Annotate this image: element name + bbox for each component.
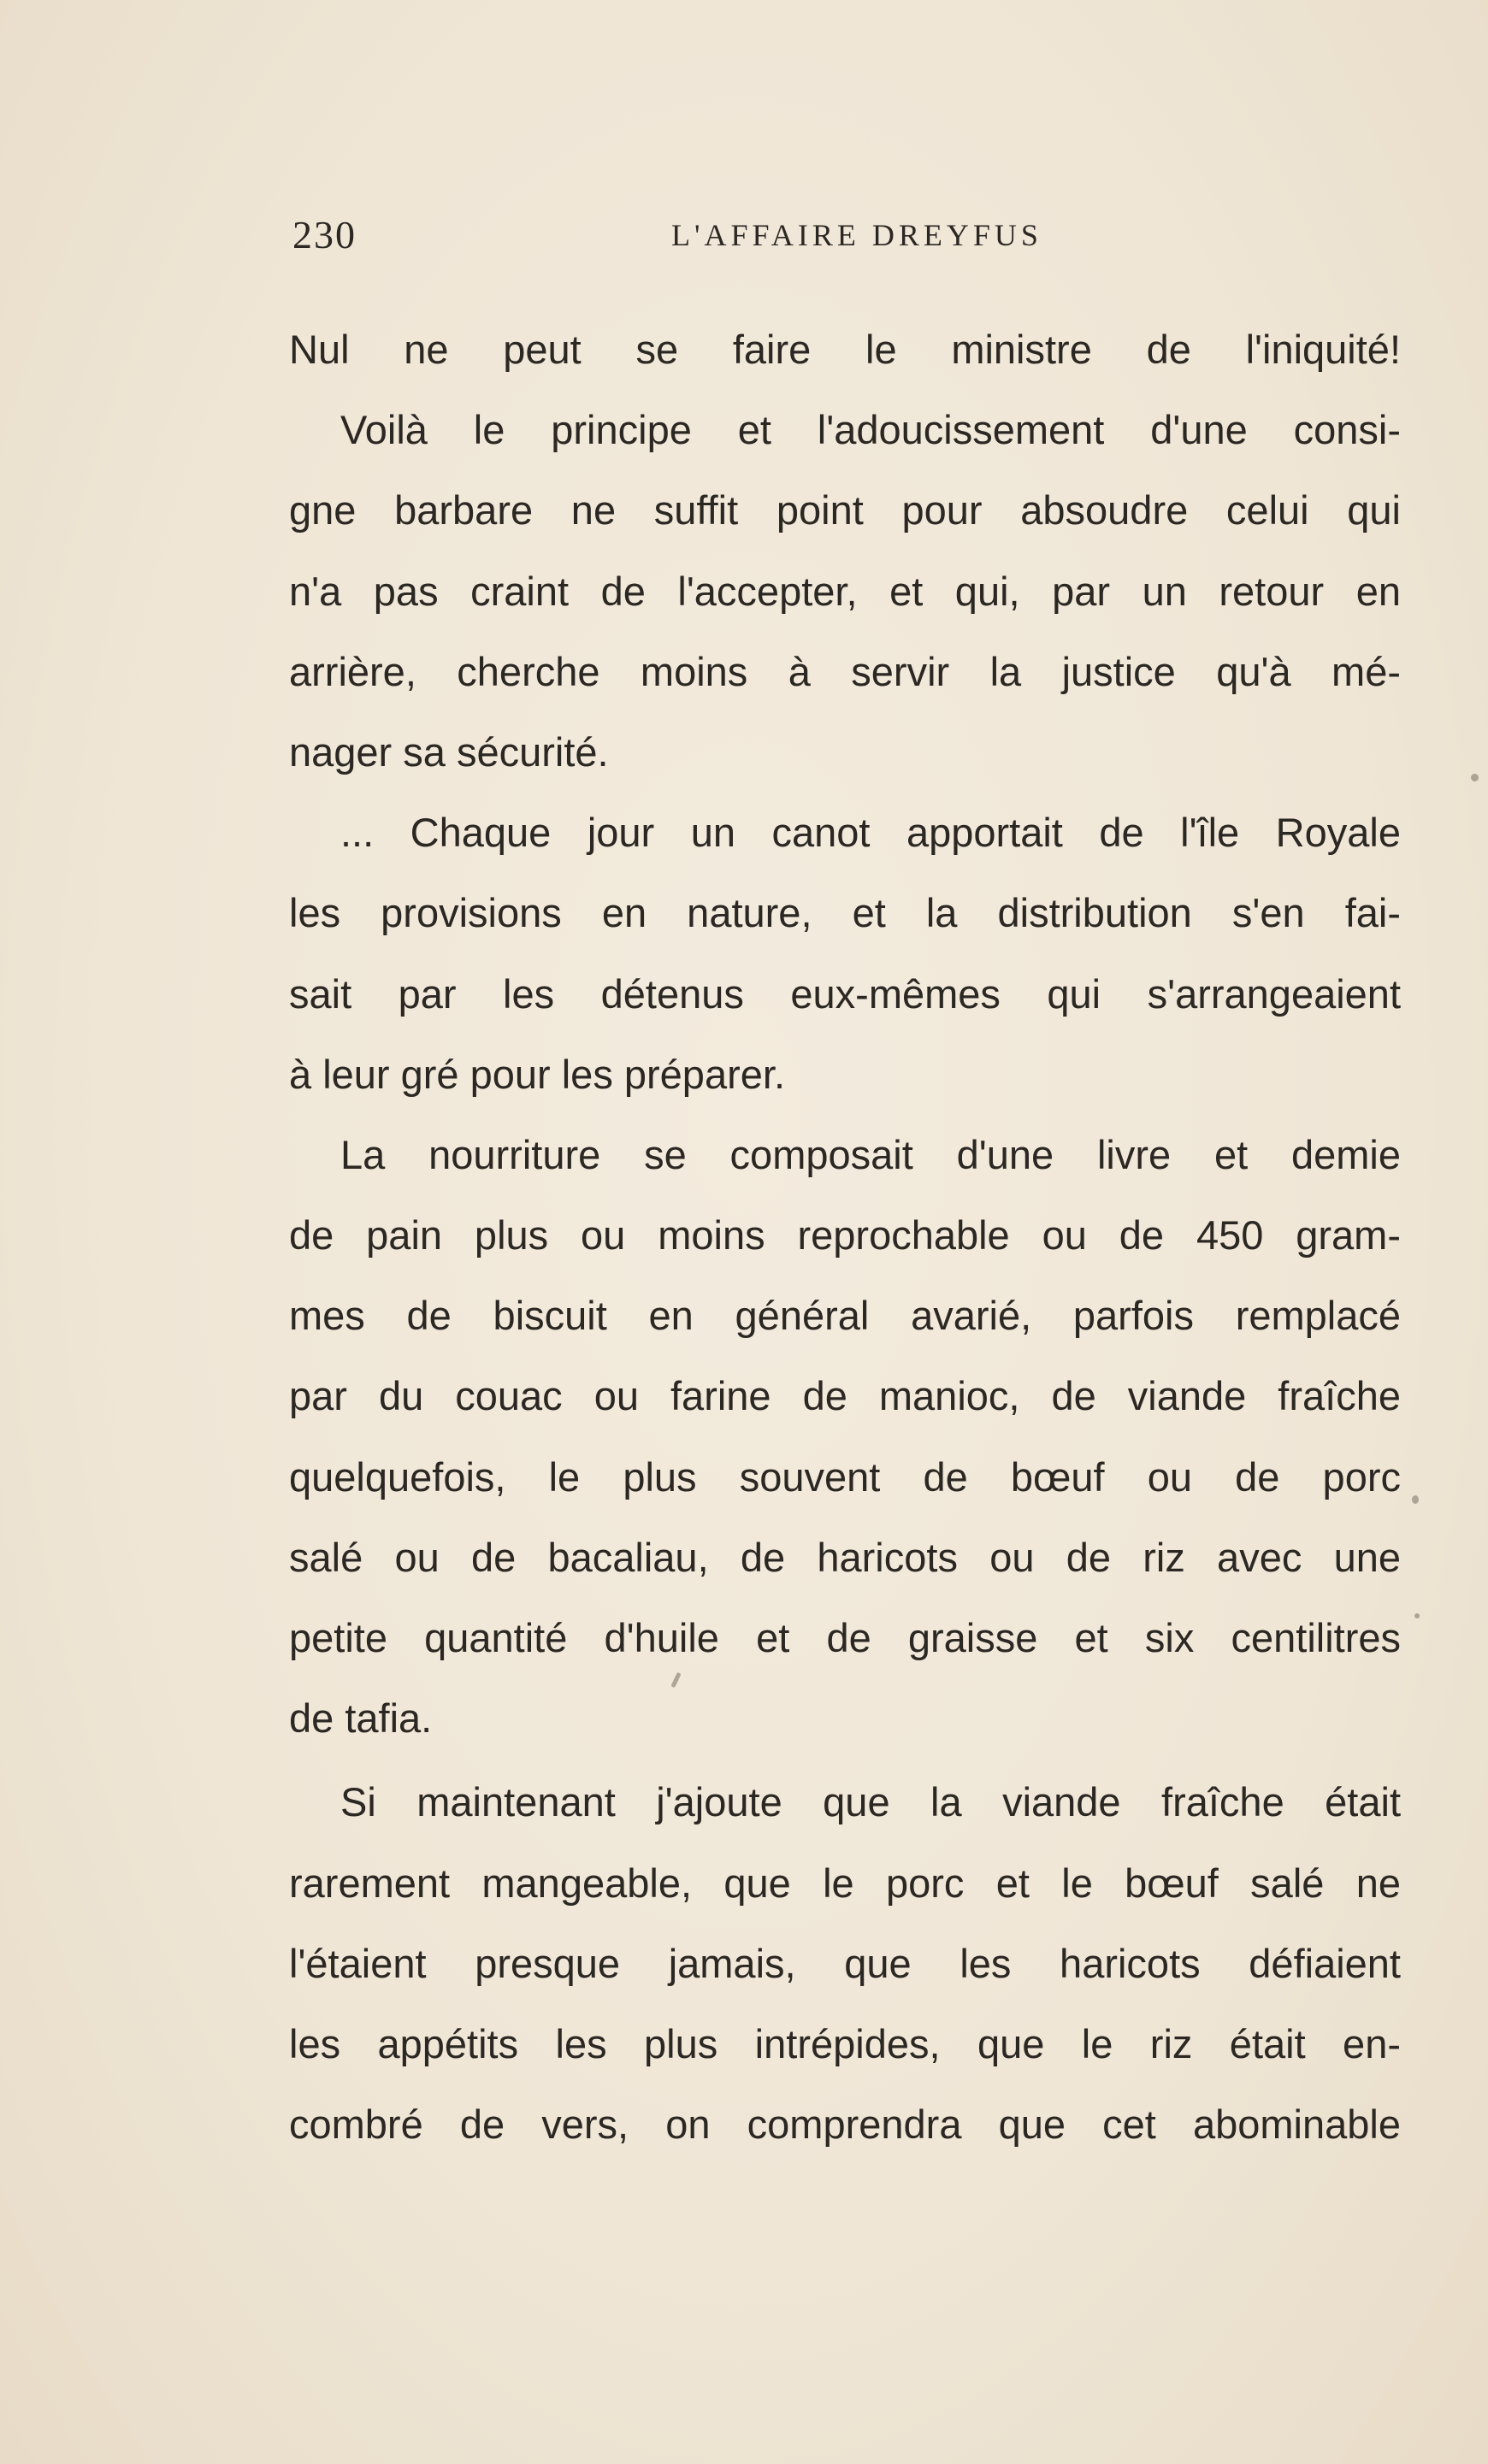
text-line: quelquefois, le plus souvent de bœuf ou de porc [289, 1453, 1401, 1500]
text-line: par du couac ou farine de manioc, de viande fraîche [289, 1373, 1401, 1419]
text-line: l'étaient presque jamais, que les haricots défiaient [289, 1940, 1401, 1986]
text-line: les provisions en nature, et la distribution s'en fai- [289, 890, 1401, 936]
text-line: de tafia. [289, 1695, 433, 1742]
text-line: ... Chaque jour un canot apportait de l'île Royale [340, 810, 1401, 856]
text-line: à leur gré pour les préparer. [289, 1051, 785, 1097]
text-line: de pain plus ou moins reprochable ou de 450 gram- [289, 1212, 1401, 1259]
text-line: mes de biscuit en général avarié, parfois remplacé [289, 1293, 1401, 1339]
running-head [292, 212, 1402, 263]
text-line: gne barbare ne suffit point pour absoudre celui qui [289, 487, 1401, 533]
text-line: Si maintenant j'ajoute que la viande fraîche était [340, 1779, 1401, 1825]
book-title: L'AFFAIRE DREYFUS [671, 218, 1042, 252]
text-line: salé ou de bacaliau, de haricots ou de riz avec une [289, 1534, 1401, 1580]
text-line: Voilà le principe et l'adoucissement d'une consi- [340, 407, 1401, 453]
text-line: sait par les détenus eux-mêmes qui s'arrangeaient [289, 970, 1401, 1017]
paper-speck [1414, 1613, 1420, 1618]
body-text [289, 309, 1401, 2165]
text-line: rarement mangeable, que le porc et le bœuf salé ne [289, 1860, 1401, 1906]
text-line: arrière, cherche moins à servir la justice qu'à mé- [289, 648, 1401, 694]
text-line: Nul ne peut se faire le ministre de l'iniquité! [289, 327, 1401, 372]
text-line: combré de vers, on comprendra que cet abominable [289, 2101, 1401, 2148]
text-line: petite quantité d'huile et de graisse et six centilitres [289, 1615, 1401, 1660]
paper-speck [1471, 774, 1479, 781]
page-number: 230 [292, 213, 357, 256]
paper-speck [1412, 1495, 1419, 1504]
text-line: les appétits les plus intrépides, que le riz était en- [289, 2020, 1401, 2066]
text-line: La nourriture se composait d'une livre et demie [340, 1131, 1401, 1177]
text-line: nager sa sécurité. [289, 728, 609, 775]
text-line: n'a pas craint de l'accepter, et qui, par un retour en [289, 568, 1401, 614]
